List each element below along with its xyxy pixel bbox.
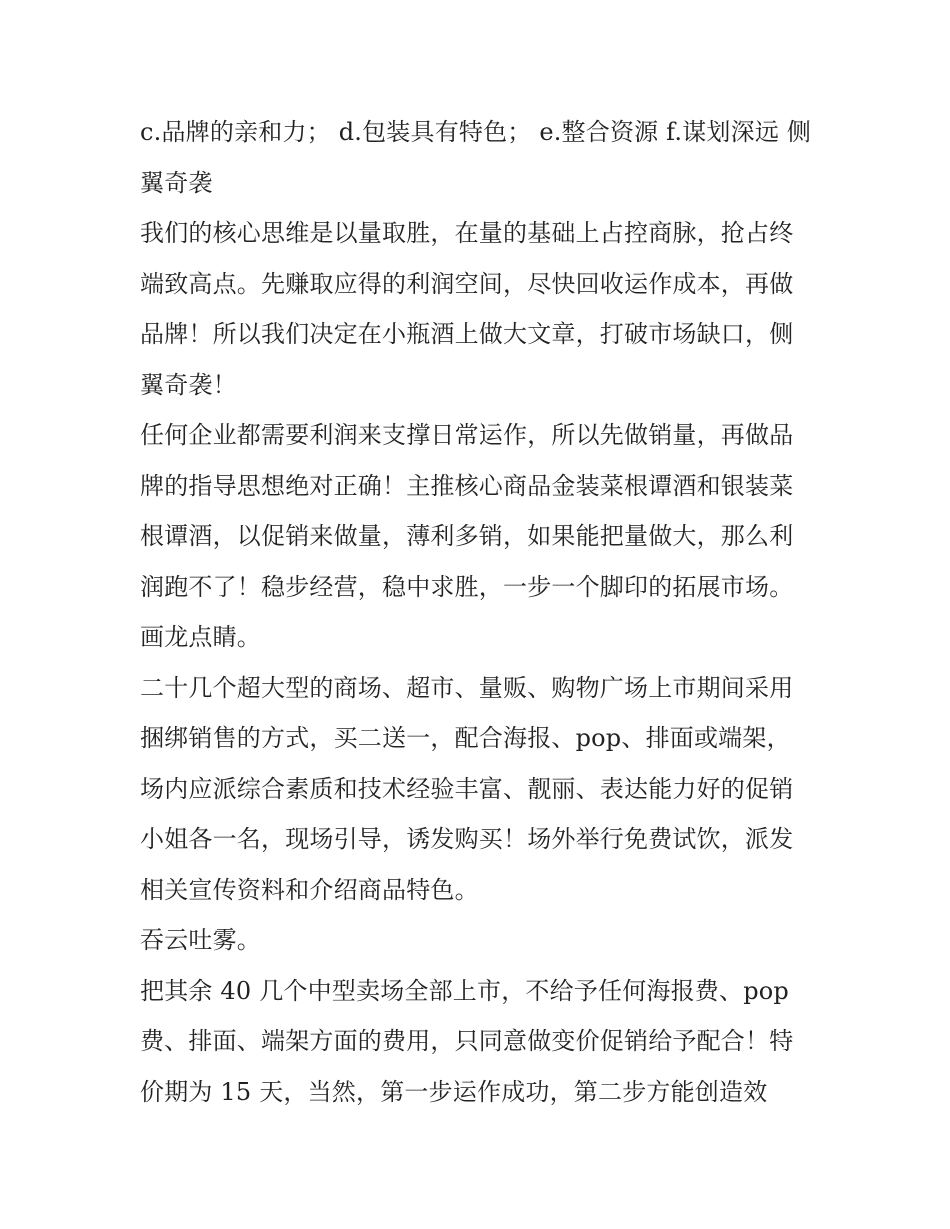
text-line: 牌的指导思想绝对正确！主推核心商品金装菜根谭酒和银装菜 — [140, 471, 794, 500]
text-line: 根谭酒，以促销来做量，薄利多销，如果能把量做大，那么利 — [140, 522, 794, 550]
text-line: 场内应派综合素质和技术经验丰富、靓丽、表达能力好的促销 — [140, 774, 794, 803]
text-line: 画龙点睛。 — [140, 623, 261, 651]
text-line: 小姐各一名，现场引导，诱发购买！场外举行免费试饮，派发 — [140, 825, 794, 853]
text-line: 费、排面、端架方面的费用，只同意做变价促销给予配合！特 — [140, 1027, 794, 1055]
text-line: 价期为 15 天，当然，第一步运作成功，第二步方能创造效 — [140, 1077, 768, 1106]
text-line: 我们的核心思维是以量取胜，在量的基础上占控商脉，抢占终 — [140, 219, 794, 247]
text-line: 把其余 40 几个中型卖场全部上市，不给予任何海报费、pop — [140, 976, 789, 1005]
text-line: 翼奇袭！ — [140, 370, 237, 399]
text-line: 任何企业都需要利润来支撑日常运作，所以先做销量，再做品 — [140, 421, 794, 449]
document-body — [140, 107, 815, 1117]
text-line: 捆绑销售的方式，买二送一，配合海报、pop、排面或端架， — [140, 724, 791, 752]
text-line: 相关宣传资料和介绍商品特色。 — [140, 875, 479, 904]
text-line: 端致高点。先赚取应得的利润空间，尽快回收运作成本，再做 — [140, 269, 794, 298]
text-line: c.品牌的亲和力； d.包装具有特色； e.整合资源 f.谋划深远 侧 — [140, 118, 812, 146]
text-line: 品牌！所以我们决定在小瓶酒上做大文章，打破市场缺口，侧 — [140, 320, 794, 348]
text-line: 翼奇袭 — [140, 168, 213, 197]
text-line: 润跑不了！稳步经营，稳中求胜，一步一个脚印的拓展市场。 — [140, 572, 794, 601]
text-line: 吞云吐雾。 — [140, 926, 261, 954]
text-line: 二十几个超大型的商场、超市、量贩、购物广场上市期间采用 — [140, 673, 794, 702]
